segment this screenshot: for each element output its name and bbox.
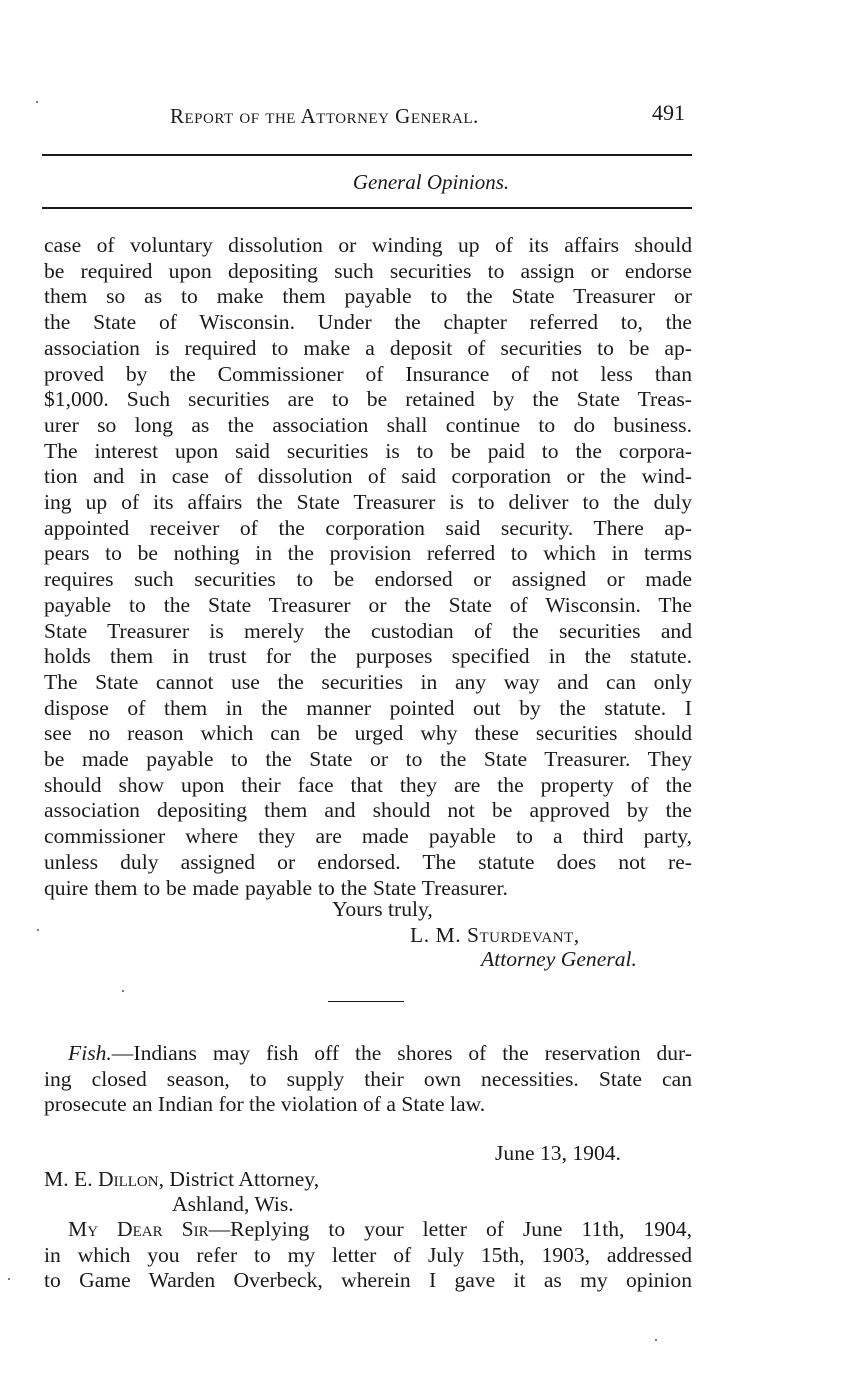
section-title: General Opinions.	[352, 170, 510, 194]
text-line: appointed receiver of the corporation said security. There ap-	[44, 515, 692, 540]
scan-speck	[36, 101, 38, 103]
addressee	[44, 1167, 319, 1217]
addressee-name: M. E. Dillon,	[44, 1167, 164, 1191]
text-line: see no reason which can be urged why these securities should	[44, 721, 692, 746]
text-line: The interest upon said securities is to be paid to the corpora-	[44, 438, 692, 463]
text-line: tion and in case of dissolution of said corporation or the wind-	[44, 464, 692, 489]
section-divider	[328, 1001, 404, 1002]
text-line: association depositing them and should not be approved by the	[44, 798, 692, 823]
running-head: Report of the Attorney General.	[170, 104, 479, 128]
header-rule-bottom	[42, 207, 692, 209]
text-line: ing up of its affairs the State Treasurer is to deliver to the duly	[44, 490, 692, 515]
letter-body	[44, 1217, 692, 1294]
closing: Yours truly,	[332, 897, 433, 921]
header-rule-top	[42, 154, 692, 156]
headnote	[44, 1041, 692, 1118]
headnote-text: —Indians may fish off the shores of the reservation dur-	[111, 1041, 692, 1065]
headnote-line: ing closed season, to supply their own necessities. State can	[44, 1066, 692, 1091]
text-line: unless duly assigned or endorsed. The statute does not re-	[44, 849, 692, 874]
text-line: pears to be nothing in the provision referred to which in terms	[44, 541, 692, 566]
text-line: dispose of them in the manner pointed out by the statute. I	[44, 695, 692, 720]
signature: L. M. Sturdevant,	[410, 923, 580, 947]
scan-speck	[37, 929, 39, 931]
addressee-title: District Attorney,	[163, 1167, 320, 1191]
scan-speck	[8, 1278, 10, 1280]
scan-speck	[122, 990, 124, 992]
text-line: commissioner where they are made payable to a third party,	[44, 824, 692, 849]
headnote-line: prosecute an Indian for the violation of a State law.	[44, 1092, 486, 1116]
text-line: be required upon depositing such securities to assign or endorse	[44, 258, 692, 283]
letter-line: to Game Warden Overbeck, wherein I gave it as my opinion	[44, 1268, 692, 1292]
text-line: urer so long as the association shall continue to do business.	[44, 412, 692, 437]
opinion-body	[44, 233, 692, 901]
text-line: case of voluntary dissolution or winding up of its affairs should	[44, 233, 692, 257]
text-line: The State cannot use the securities in any way and can only	[44, 669, 692, 694]
text-line: payable to the State Treasurer or the State of Wisconsin. The	[44, 592, 692, 617]
addressee-city: Ashland, Wis.	[172, 1192, 294, 1216]
headnote-topic: Fish.	[68, 1041, 112, 1065]
text-line: $1,000. Such securities are to be retained by the State Treas-	[44, 387, 692, 412]
salutation: My Dear Sir	[68, 1217, 209, 1241]
scan-speck	[655, 1339, 657, 1341]
text-line: the State of Wisconsin. Under the chapter referred to, the	[44, 310, 692, 335]
letter-line: in which you refer to my letter of July 15th, 1903, addressed	[44, 1242, 692, 1267]
text-line: should show upon their face that they are the property of the	[44, 772, 692, 797]
letter-date: June 13, 1904.	[495, 1141, 621, 1165]
headnote-line	[44, 1041, 692, 1067]
text-line: be made payable to the State or to the State Treasurer. They	[44, 747, 692, 772]
text-line: them so as to make them payable to the State Treasurer or	[44, 284, 692, 309]
page-number: 491	[652, 100, 685, 125]
text-line: association is required to make a deposit of securities to be ap-	[44, 335, 692, 360]
letter-line	[44, 1217, 692, 1243]
text-line: proved by the Commissioner of Insurance of not less than	[44, 361, 692, 386]
text-line: holds them in trust for the purposes specified in the statute.	[44, 644, 692, 669]
signature-title: Attorney General.	[481, 947, 637, 971]
text-line: State Treasurer is merely the custodian of the securities and	[44, 618, 692, 643]
text-line: requires such securities to be endorsed or assigned or made	[44, 567, 692, 592]
letter-text: —Replying to your letter of June 11th, 1904,	[208, 1217, 692, 1241]
text-line: quire them to be made payable to the State Treasurer.	[44, 875, 508, 900]
